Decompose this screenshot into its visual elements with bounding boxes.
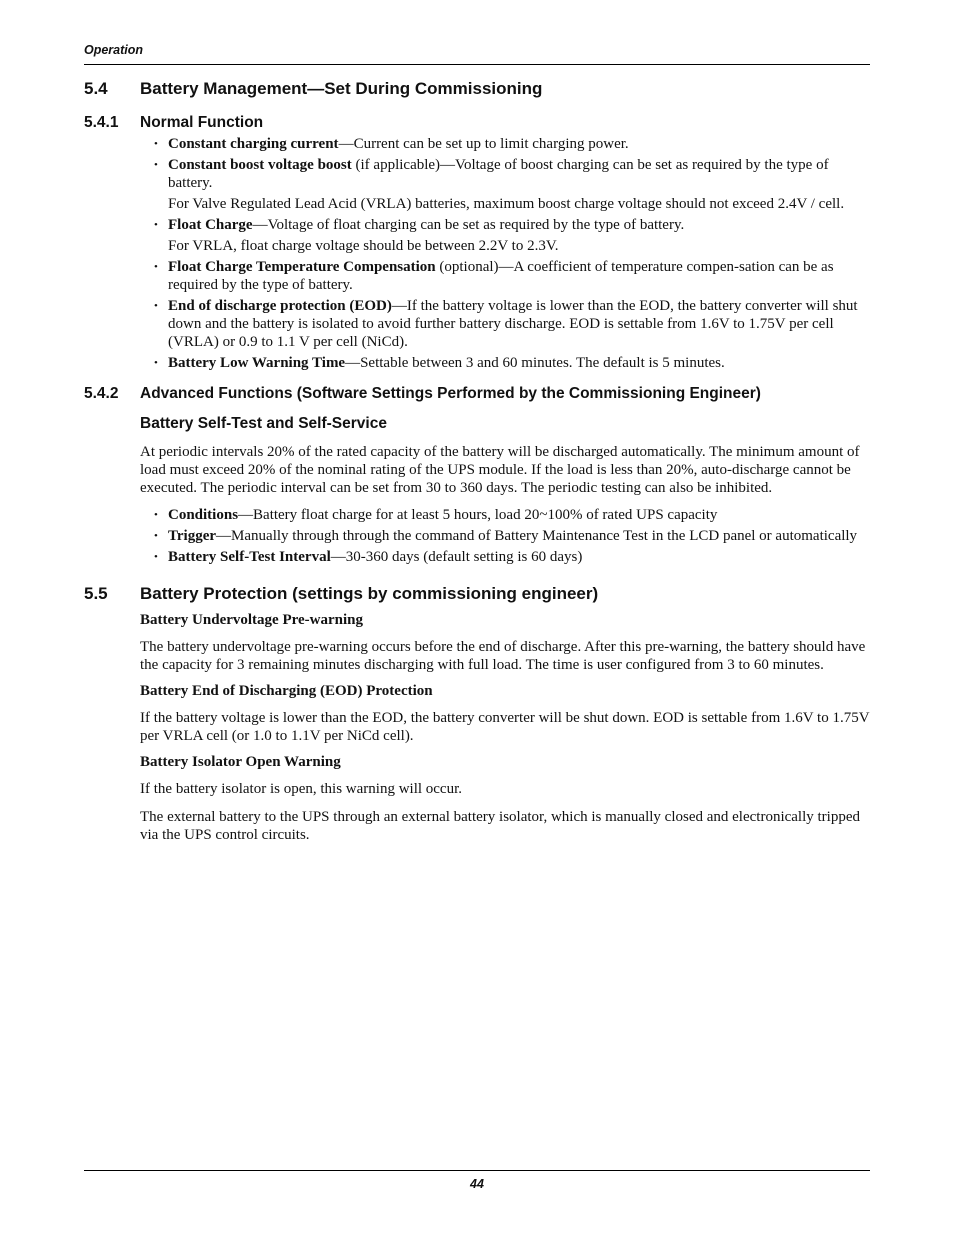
list-item	[168, 135, 870, 153]
item-text: —Battery float charge for at least 5 hours, load 20~100% of rated UPS capacity	[238, 507, 718, 523]
list-item	[168, 156, 870, 192]
item-term: Trigger	[168, 528, 217, 544]
item-text: (if applicable)—Voltage of boost charging can be set as required by the type of battery.	[168, 157, 829, 191]
eod-heading: Battery End of Discharging (EOD) Protection	[140, 683, 433, 699]
self-test-list	[84, 506, 870, 566]
item-term: Float Charge Temperature Compensation	[168, 259, 436, 275]
item-text: —Settable between 3 and 60 minutes. The default is 5 minutes.	[345, 355, 725, 371]
item-text: —30-360 days (default setting is 60 days)	[330, 549, 583, 565]
item-text: —Current can be set up to limit charging power.	[338, 136, 629, 152]
normal-function-list-cont	[84, 216, 870, 234]
section-number: 5.4	[84, 79, 108, 98]
section-5-4-1-heading	[84, 114, 870, 132]
float-note: For VRLA, float charge voltage should be between 2.2V to 2.3V.	[168, 238, 559, 254]
undervoltage-heading: Battery Undervoltage Pre-warning	[140, 612, 364, 628]
item-text: —If the battery voltage is lower than the EOD, the battery converter will shut down and the battery is isolated to avoid further battery discharge. EOD is settable from 1.6V to 1.75V per cell (VRLA) or 0.9 to 1.1 V per cell (NiCd).	[168, 298, 858, 350]
section-number: 5.4.2	[84, 385, 119, 402]
undervoltage-paragraph: The battery undervoltage pre-warning occurs before the end of discharge. After this pre-warning, the battery should have the capacity for 3 remaining minutes discharging with full load. The time is user configured from 3 to 60 minutes.	[140, 639, 866, 673]
running-header: Operation	[84, 43, 144, 57]
eod-paragraph: If the battery voltage is lower than the EOD, the battery converter will be shut down. EOD is settable from 1.6V to 1.75V per VRLA cell (or 1.0 to 1.1V per NiCd cell).	[140, 710, 870, 744]
section-number: 5.4.1	[84, 114, 119, 131]
item-term: Battery Self-Test Interval	[168, 549, 331, 565]
normal-function-list	[84, 135, 870, 192]
section-5-4-2-heading	[84, 385, 870, 403]
item-text: —Manually through through the command of Battery Maintenance Test in the LCD panel or automatically	[216, 528, 858, 544]
boost-note: For Valve Regulated Lead Acid (VRLA) batteries, maximum boost charge voltage should not exceed 2.4V / cell.	[168, 196, 845, 212]
item-term: Conditions	[168, 507, 239, 523]
self-test-paragraph: At periodic intervals 20% of the rated capacity of the battery will be discharged automatically. The minimum amount of load must exceed 20% of the nominal rating of the UPS module. If the load is less than 20%, auto-discharge cannot be executed. The periodic interval can be set from 30 to 360 days. The periodic testing can also be inhibited.	[140, 444, 860, 496]
section-5-5-heading	[84, 584, 870, 604]
item-text: (optional)—A coefficient of temperature compen-sation can be as required by the type of battery.	[168, 259, 834, 293]
item-term: End of discharge protection (EOD)	[168, 298, 392, 314]
section-title: Battery Protection (settings by commissioning engineer)	[140, 584, 599, 603]
list-item	[168, 548, 870, 566]
isolator-paragraph-2: The external battery to the UPS through an external battery isolator, which is manually closed and electronically tripped via the UPS control circuits.	[140, 809, 861, 843]
normal-function-list-cont	[84, 258, 870, 372]
section-title: Battery Management—Set During Commissioning	[140, 79, 543, 98]
list-item	[168, 506, 870, 524]
list-item	[168, 297, 870, 351]
section-title: Advanced Functions (Software Settings Performed by the Commissioning Engineer)	[140, 385, 761, 402]
footer-rule	[84, 1170, 870, 1171]
item-term: Battery Low Warning Time	[168, 355, 346, 371]
self-test-heading: Battery Self-Test and Self-Service	[140, 415, 387, 432]
list-item	[168, 527, 870, 545]
list-item	[168, 258, 870, 294]
item-text: —Voltage of float charging can be set as required by the type of battery.	[252, 217, 685, 233]
header-rule	[84, 64, 870, 65]
list-item	[168, 216, 870, 234]
section-5-4-heading	[84, 79, 870, 99]
page-content	[84, 79, 870, 844]
item-term: Constant charging current	[168, 136, 339, 152]
item-term: Constant boost voltage boost	[168, 157, 352, 173]
isolator-heading: Battery Isolator Open Warning	[140, 754, 341, 770]
isolator-paragraph-1: If the battery isolator is open, this warning will occur.	[140, 781, 463, 797]
section-number: 5.5	[84, 584, 108, 603]
page-number: 44	[470, 1177, 484, 1191]
item-term: Float Charge	[168, 217, 253, 233]
list-item	[168, 354, 870, 372]
section-title: Normal Function	[140, 114, 264, 131]
